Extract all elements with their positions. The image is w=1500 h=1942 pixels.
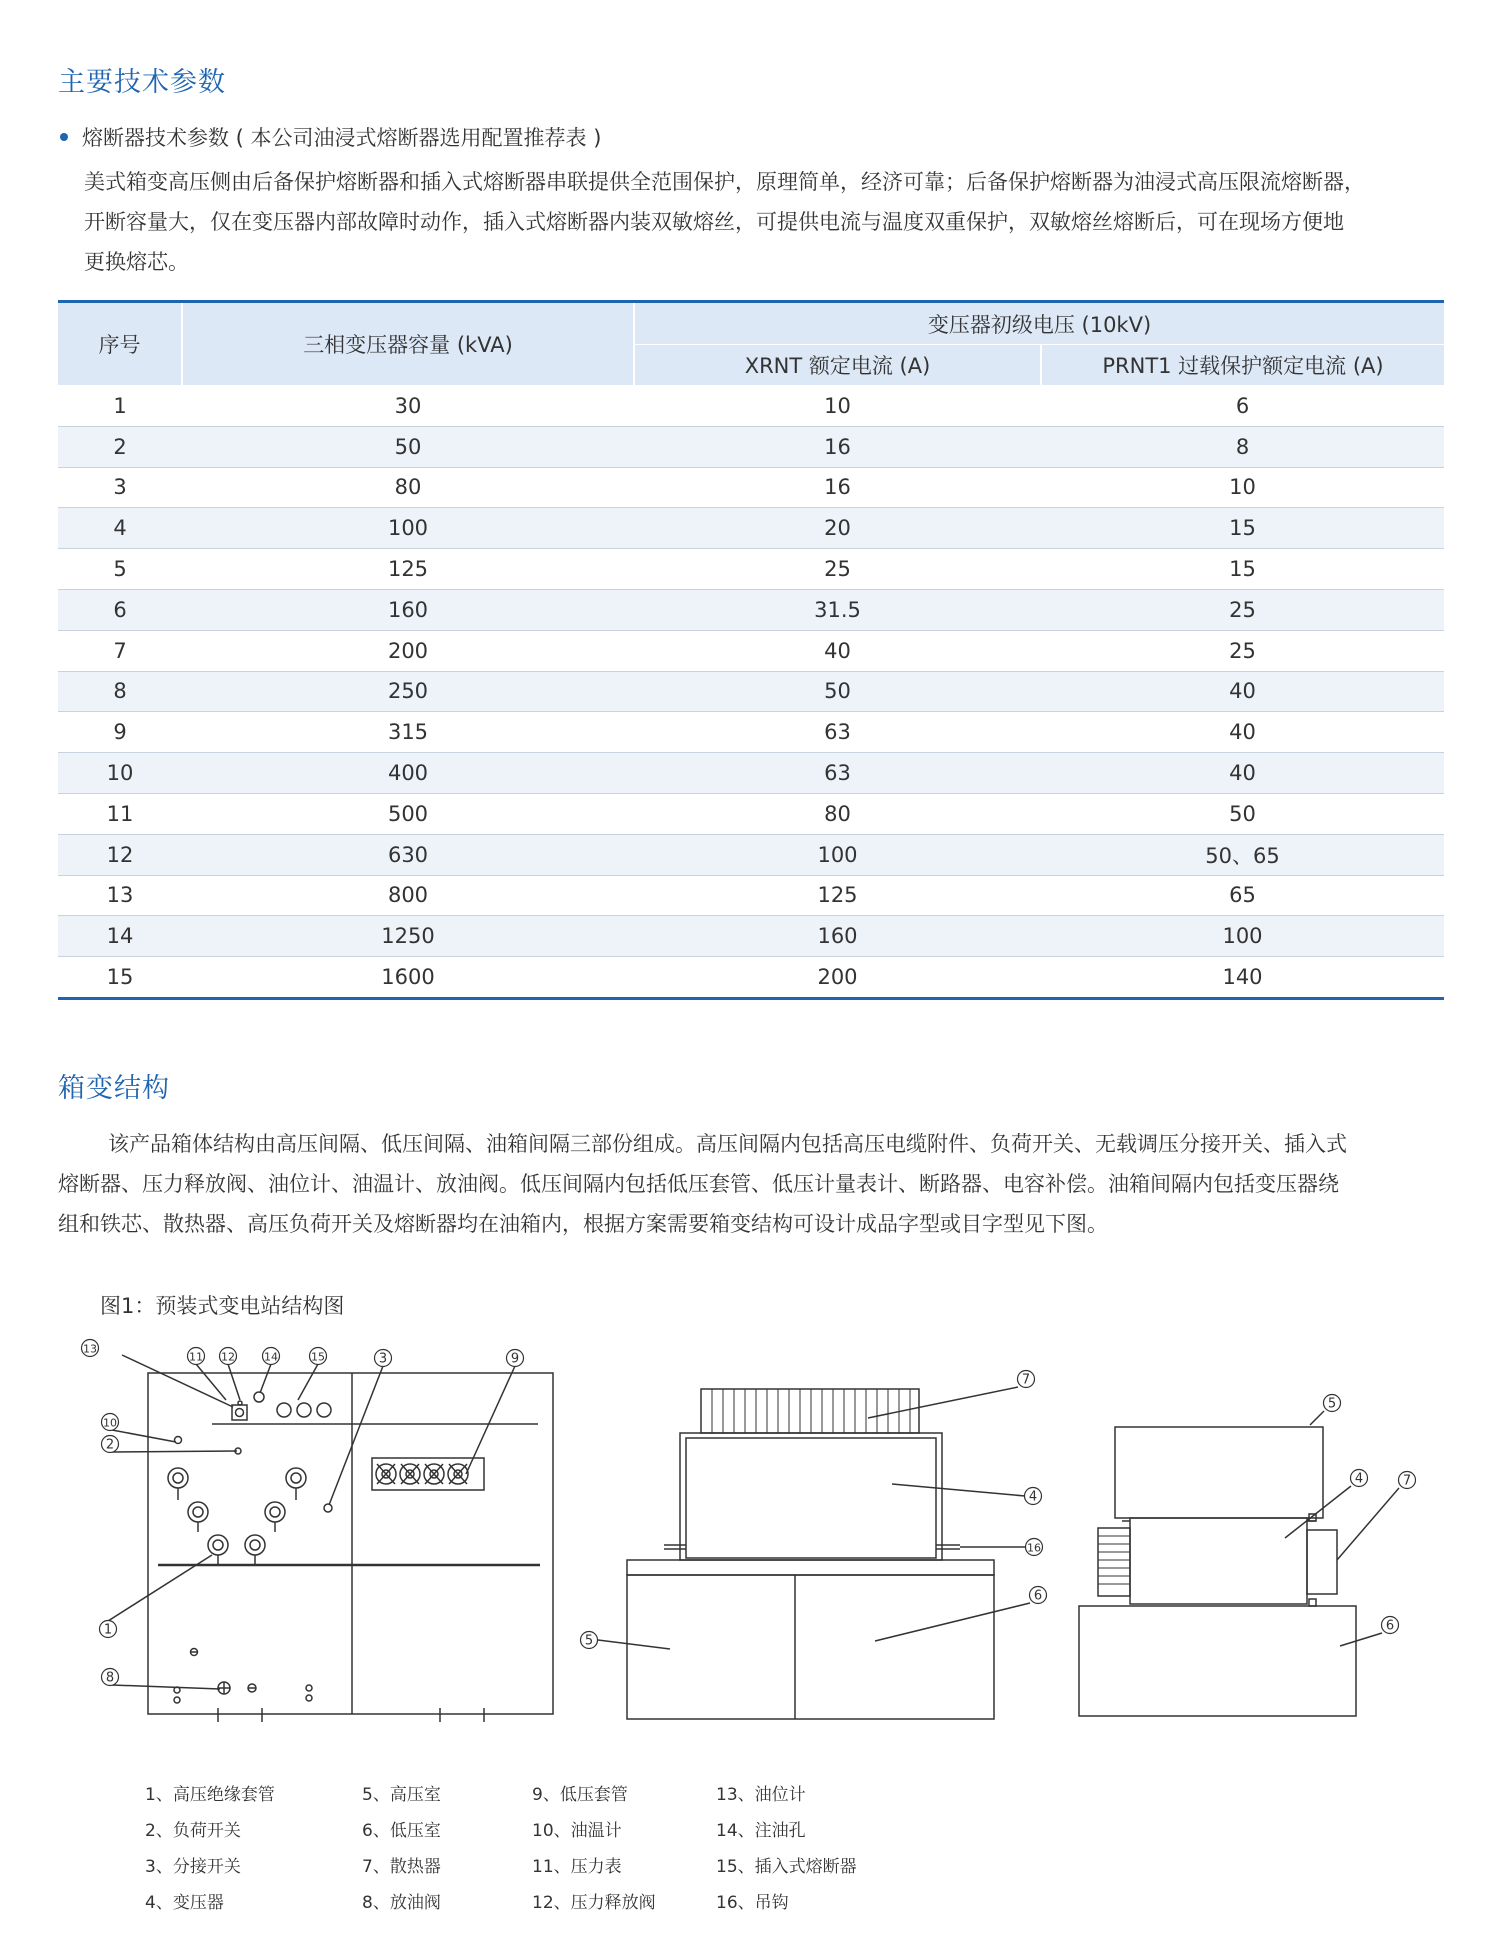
cell-xrnt: 125: [634, 875, 1041, 916]
table-row: [58, 630, 1444, 671]
legend-column: [716, 1780, 916, 1924]
cell-no: 10: [58, 753, 182, 794]
para-line: 该产品箱体结构由高压间隔、低压间隔、油箱间隔三部份组成。高压间隔内包括高压电缆附件、负荷开关、无载调压分接开关、插入式: [108, 1132, 1347, 1156]
structure-paragraph: [58, 1124, 1458, 1244]
cell-prnt: 15: [1041, 549, 1444, 590]
callout-6: [1382, 1617, 1399, 1634]
cell-xrnt: 31.5: [634, 589, 1041, 630]
intro-paragraph: [84, 162, 1484, 282]
legend-item: 2、负荷开关: [145, 1821, 241, 1841]
legend-item: 9、低压套管: [532, 1785, 628, 1805]
cell-capacity: 100: [182, 508, 634, 549]
section-title-structure: 箱变结构: [58, 1073, 170, 1104]
substation-structure-diagram: [0, 1310, 1500, 1730]
cell-no: 15: [58, 957, 182, 999]
cell-no: 13: [58, 875, 182, 916]
legend-item: 10、油温计: [532, 1821, 622, 1841]
cell-xrnt: 63: [634, 753, 1041, 794]
table-row: [58, 916, 1444, 957]
cell-no: 6: [58, 589, 182, 630]
table-row: [58, 753, 1444, 794]
svg-text:13: 13: [83, 1342, 97, 1356]
callout-4: [1025, 1488, 1042, 1505]
bullet-fuse-params: [58, 122, 601, 152]
callout-3: [375, 1350, 392, 1367]
callout-14: [263, 1348, 280, 1365]
para-line: 熔断器、压力释放阀、油位计、油温计、放油阀。低压间隔内包括低压套管、低压计量表计、断路器、电容补偿。油箱间隔内包括变压器绕: [58, 1172, 1339, 1196]
callout-5: [581, 1632, 598, 1649]
svg-text:11: 11: [189, 1350, 203, 1364]
callout-8: [102, 1669, 119, 1686]
cell-no: 11: [58, 793, 182, 834]
table-row: [58, 793, 1444, 834]
cell-capacity: 1600: [182, 957, 634, 999]
cell-capacity: 630: [182, 834, 634, 875]
svg-text:14: 14: [264, 1350, 278, 1364]
para-line: 更换熔芯。: [84, 250, 189, 274]
para-line: 组和铁芯、散热器、高压负荷开关及熔断器均在油箱内，根据方案需要箱变结构可设计成品字型或目字型见下图。: [58, 1212, 1108, 1236]
cell-capacity: 315: [182, 712, 634, 753]
header-prnt: PRNT1 过载保护额定电流 (A): [1041, 345, 1444, 386]
legend-item: 7、散热器: [362, 1857, 441, 1877]
legend-column: [362, 1780, 522, 1924]
callout-15: [310, 1348, 327, 1365]
legend-item: 13、油位计: [716, 1785, 806, 1805]
legend-column: [145, 1780, 345, 1924]
bullet-dot-icon: [60, 133, 68, 141]
cell-capacity: 30: [182, 386, 634, 427]
table-body: [58, 386, 1444, 999]
svg-text:10: 10: [103, 1416, 117, 1430]
svg-text:16: 16: [1027, 1541, 1041, 1555]
table-row: [58, 671, 1444, 712]
table-row: [58, 589, 1444, 630]
cell-capacity: 50: [182, 426, 634, 467]
callout-1: [100, 1621, 117, 1638]
callout-5: [1324, 1395, 1341, 1412]
cell-xrnt: 16: [634, 426, 1041, 467]
cell-prnt: 100: [1041, 916, 1444, 957]
cell-no: 12: [58, 834, 182, 875]
para-line: 美式箱变高压侧由后备保护熔断器和插入式熔断器串联提供全范围保护，原理简单，经济可靠；后备保护熔断器为油浸式高压限流熔断器，: [84, 170, 1365, 194]
cell-xrnt: 25: [634, 549, 1041, 590]
callout-9: [507, 1350, 524, 1367]
cell-xrnt: 20: [634, 508, 1041, 549]
cell-capacity: 80: [182, 467, 634, 508]
legend-item: 6、低压室: [362, 1821, 441, 1841]
svg-text:6: 6: [1033, 1588, 1043, 1604]
cell-xrnt: 50: [634, 671, 1041, 712]
cell-xrnt: 40: [634, 630, 1041, 671]
cell-capacity: 160: [182, 589, 634, 630]
callout-7: [1399, 1472, 1416, 1489]
callout-13: [82, 1340, 99, 1357]
cell-no: 7: [58, 630, 182, 671]
legend-column: [532, 1780, 702, 1924]
table-row: [58, 712, 1444, 753]
cell-prnt: 6: [1041, 386, 1444, 427]
svg-text:15: 15: [311, 1350, 325, 1364]
legend-item: 3、分接开关: [145, 1857, 241, 1877]
cell-capacity: 400: [182, 753, 634, 794]
svg-text:1: 1: [103, 1622, 113, 1638]
cell-capacity: 200: [182, 630, 634, 671]
header-voltage-group: 变压器初级电压 (10kV): [634, 302, 1444, 345]
cell-no: 4: [58, 508, 182, 549]
svg-text:12: 12: [221, 1350, 235, 1364]
cell-xrnt: 160: [634, 916, 1041, 957]
bullet-text: 熔断器技术参数 ( 本公司油浸式熔断器选用配置推荐表 ): [82, 126, 602, 150]
legend-item: 4、变压器: [145, 1893, 224, 1913]
cell-prnt: 140: [1041, 957, 1444, 999]
cell-no: 2: [58, 426, 182, 467]
cell-prnt: 10: [1041, 467, 1444, 508]
svg-text:5: 5: [584, 1633, 594, 1649]
cell-prnt: 65: [1041, 875, 1444, 916]
header-capacity: 三相变压器容量 (kVA): [182, 302, 634, 386]
cell-prnt: 40: [1041, 753, 1444, 794]
cell-prnt: 15: [1041, 508, 1444, 549]
cell-no: 5: [58, 549, 182, 590]
callout-markers: [82, 1340, 1416, 1686]
cell-no: 8: [58, 671, 182, 712]
cell-xrnt: 80: [634, 793, 1041, 834]
cell-prnt: 25: [1041, 589, 1444, 630]
legend-item: 8、放油阀: [362, 1893, 441, 1913]
svg-text:6: 6: [1385, 1618, 1395, 1634]
legend-item: 15、插入式熔断器: [716, 1857, 857, 1877]
cell-prnt: 50、65: [1041, 834, 1444, 875]
cell-capacity: 125: [182, 549, 634, 590]
fuse-spec-table: [58, 300, 1444, 1000]
legend-item: 5、高压室: [362, 1785, 441, 1805]
cell-capacity: 800: [182, 875, 634, 916]
legend-item: 14、注油孔: [716, 1821, 806, 1841]
callout-6: [1030, 1587, 1047, 1604]
cell-xrnt: 63: [634, 712, 1041, 753]
cell-no: 9: [58, 712, 182, 753]
svg-text:7: 7: [1021, 1372, 1031, 1388]
legend-item: 11、压力表: [532, 1857, 622, 1877]
table-row: [58, 508, 1444, 549]
svg-text:4: 4: [1354, 1471, 1364, 1487]
callout-2: [102, 1436, 119, 1453]
section-title-tech-params: 主要技术参数: [58, 67, 226, 98]
svg-text:7: 7: [1402, 1473, 1412, 1489]
table-row: [58, 549, 1444, 590]
legend-item: 1、高压绝缘套管: [145, 1785, 275, 1805]
cell-xrnt: 10: [634, 386, 1041, 427]
cell-capacity: 250: [182, 671, 634, 712]
legend-item: 16、吊钩: [716, 1893, 789, 1913]
table-row: [58, 386, 1444, 427]
cell-no: 14: [58, 916, 182, 957]
svg-text:5: 5: [1327, 1396, 1337, 1412]
callout-4: [1351, 1470, 1368, 1487]
callout-12: [220, 1348, 237, 1365]
table-row: [58, 467, 1444, 508]
cell-prnt: 8: [1041, 426, 1444, 467]
table-row: [58, 426, 1444, 467]
callout-7: [1018, 1371, 1035, 1388]
cell-xrnt: 100: [634, 834, 1041, 875]
cell-capacity: 500: [182, 793, 634, 834]
legend-item: 12、压力释放阀: [532, 1893, 656, 1913]
table-row: [58, 834, 1444, 875]
cell-xrnt: 16: [634, 467, 1041, 508]
table-row: [58, 875, 1444, 916]
callout-16: [1026, 1539, 1043, 1556]
svg-text:4: 4: [1028, 1489, 1038, 1505]
figure-caption: 图1：预装式变电站结构图: [100, 1294, 345, 1318]
cell-prnt: 40: [1041, 712, 1444, 753]
svg-text:9: 9: [510, 1351, 520, 1367]
cell-xrnt: 200: [634, 957, 1041, 999]
svg-text:8: 8: [105, 1670, 115, 1686]
svg-text:3: 3: [378, 1351, 388, 1367]
callout-10: [102, 1414, 119, 1431]
cell-prnt: 40: [1041, 671, 1444, 712]
header-no: 序号: [58, 302, 182, 386]
end-view: [1079, 1411, 1399, 1716]
callout-11: [188, 1348, 205, 1365]
cell-prnt: 25: [1041, 630, 1444, 671]
table-row: [58, 957, 1444, 999]
side-view: [598, 1387, 1030, 1719]
cell-no: 3: [58, 467, 182, 508]
header-xrnt: XRNT 额定电流 (A): [634, 345, 1041, 386]
svg-text:2: 2: [105, 1437, 115, 1453]
para-line: 开断容量大，仅在变压器内部故障时动作，插入式熔断器内装双敏熔丝，可提供电流与温度双重保护，双敏熔丝熔断后，可在现场方便地: [84, 210, 1344, 234]
front-view: [105, 1355, 553, 1722]
cell-capacity: 1250: [182, 916, 634, 957]
cell-prnt: 50: [1041, 793, 1444, 834]
cell-no: 1: [58, 386, 182, 427]
